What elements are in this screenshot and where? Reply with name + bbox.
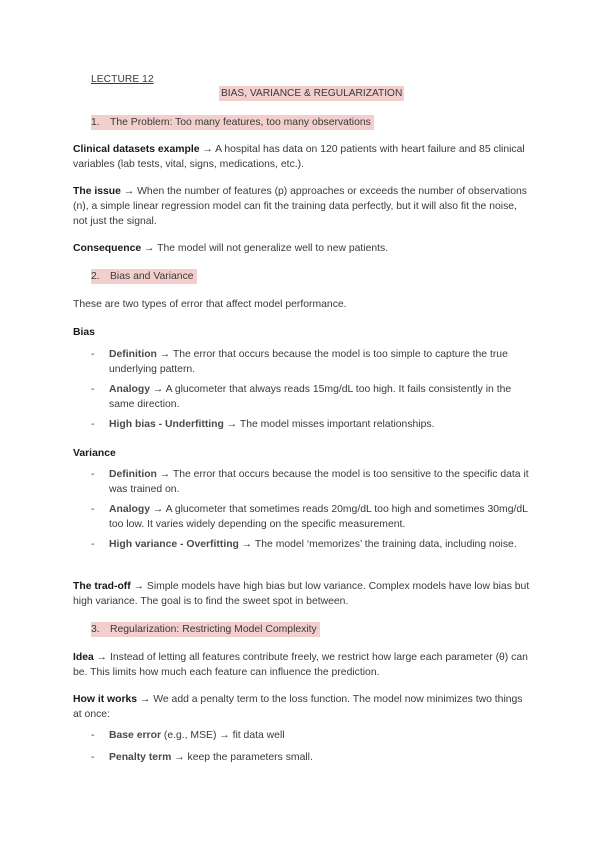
paragraph-intro: These are two types of error that affect model performance. xyxy=(73,299,347,310)
section-title: The Problem: Too many features, too many observations xyxy=(110,117,371,128)
item-text: → A glucometer that sometimes reads 20mg/dL too high and sometimes 30mg/dL too low. It varies widely depending on the specific measurement. xyxy=(109,504,528,530)
section-number: 3. xyxy=(91,624,100,635)
section-heading-3 xyxy=(91,622,320,637)
lecture-number: LECTURE 12 xyxy=(91,74,154,85)
subheading-bias xyxy=(73,325,533,340)
bullet-dash: - xyxy=(91,752,95,763)
paragraph-text: → A hospital has data on 120 patients with heart failure and 85 clinical variables (lab tests, vital, signs, medications, etc.). xyxy=(73,144,525,170)
term-label: How it works xyxy=(73,694,138,705)
subheading-text: Variance xyxy=(73,448,116,459)
subheading-variance xyxy=(73,446,533,461)
paragraph-text: → When the number of features (p) approaches or exceeds the number of observations (n), a simple linear regression model can fit the training data perfectly, but it will also fit the noise, not just the signal. xyxy=(73,186,527,227)
item-text: → The error that occurs because the model is too simple to capture the true underlying pattern. xyxy=(109,349,508,375)
bullet-dash: - xyxy=(91,384,95,395)
paragraph-text: → The model will not generalize well to new patients. xyxy=(141,243,389,254)
term-label: Consequence xyxy=(73,243,142,254)
list-item xyxy=(91,537,531,552)
term-label: High variance - Overfitting xyxy=(109,539,239,550)
document-title: BIAS, VARIANCE & REGULARIZATION xyxy=(221,88,403,99)
term-label: High bias - Underfitting xyxy=(109,419,224,430)
list-item xyxy=(91,347,531,377)
term-label: Base error xyxy=(109,730,161,741)
term-label: Idea xyxy=(73,652,94,663)
paragraph-consequence xyxy=(73,241,533,256)
list-item xyxy=(91,417,531,432)
paragraph-tradeoff xyxy=(73,579,533,609)
bullet-dash: - xyxy=(91,730,95,741)
item-text: → The model misses important relationships. xyxy=(223,419,435,430)
item-text: → A glucometer that always reads 15mg/dL too high. It fails consistently in the same direction. xyxy=(109,384,512,410)
paragraph-clinical-example xyxy=(73,142,533,172)
bullet-dash: - xyxy=(91,349,95,360)
section-heading-2 xyxy=(91,269,197,284)
section-number: 1. xyxy=(91,117,100,128)
paragraph-text: → We add a penalty term to the loss function. The model now minimizes two things at once: xyxy=(73,694,523,720)
paragraph-idea xyxy=(73,650,533,680)
list-item xyxy=(91,467,531,497)
term-label: Definition xyxy=(109,349,157,360)
item-text: (e.g., MSE) → fit data well xyxy=(160,730,285,741)
term-label: Penalty term xyxy=(109,752,172,763)
section-number: 2. xyxy=(91,271,100,282)
term-label: Definition xyxy=(109,469,157,480)
paragraph-issue xyxy=(73,184,533,229)
term-label: Analogy xyxy=(109,384,150,395)
list-item xyxy=(91,502,531,532)
subheading-text: Bias xyxy=(73,327,95,338)
section-title: Regularization: Restricting Model Complexity xyxy=(110,624,317,635)
item-text: → keep the parameters small. xyxy=(171,752,313,763)
term-label: Clinical datasets example xyxy=(73,144,200,155)
term-label: Analogy xyxy=(109,504,150,515)
item-text: → The error that occurs because the model is too sensitive to the specific data it was trained on. xyxy=(109,469,529,495)
term-label: The issue xyxy=(73,186,121,197)
bullet-dash: - xyxy=(91,469,95,480)
bullet-dash: - xyxy=(91,419,95,430)
bullet-dash: - xyxy=(91,504,95,515)
bullet-dash: - xyxy=(91,539,95,550)
section-heading-1 xyxy=(91,115,374,130)
list-item xyxy=(91,382,531,412)
section-title: Bias and Variance xyxy=(110,271,194,282)
list-item xyxy=(91,728,531,743)
term-label: The trad-off xyxy=(73,581,131,592)
paragraph-text: → Instead of letting all features contribute freely, we restrict how large each parameter (θ) can be. This limits how much each feature can influence the prediction. xyxy=(73,652,528,678)
paragraph-text: → Simple models have high bias but low variance. Complex models have low bias but high variance. The goal is to find the sweet spot in between. xyxy=(73,581,530,607)
item-text: → The model ‘memorizes’ the training data, including noise. xyxy=(238,539,517,550)
paragraph-how-it-works xyxy=(73,692,533,722)
list-item xyxy=(91,750,531,765)
